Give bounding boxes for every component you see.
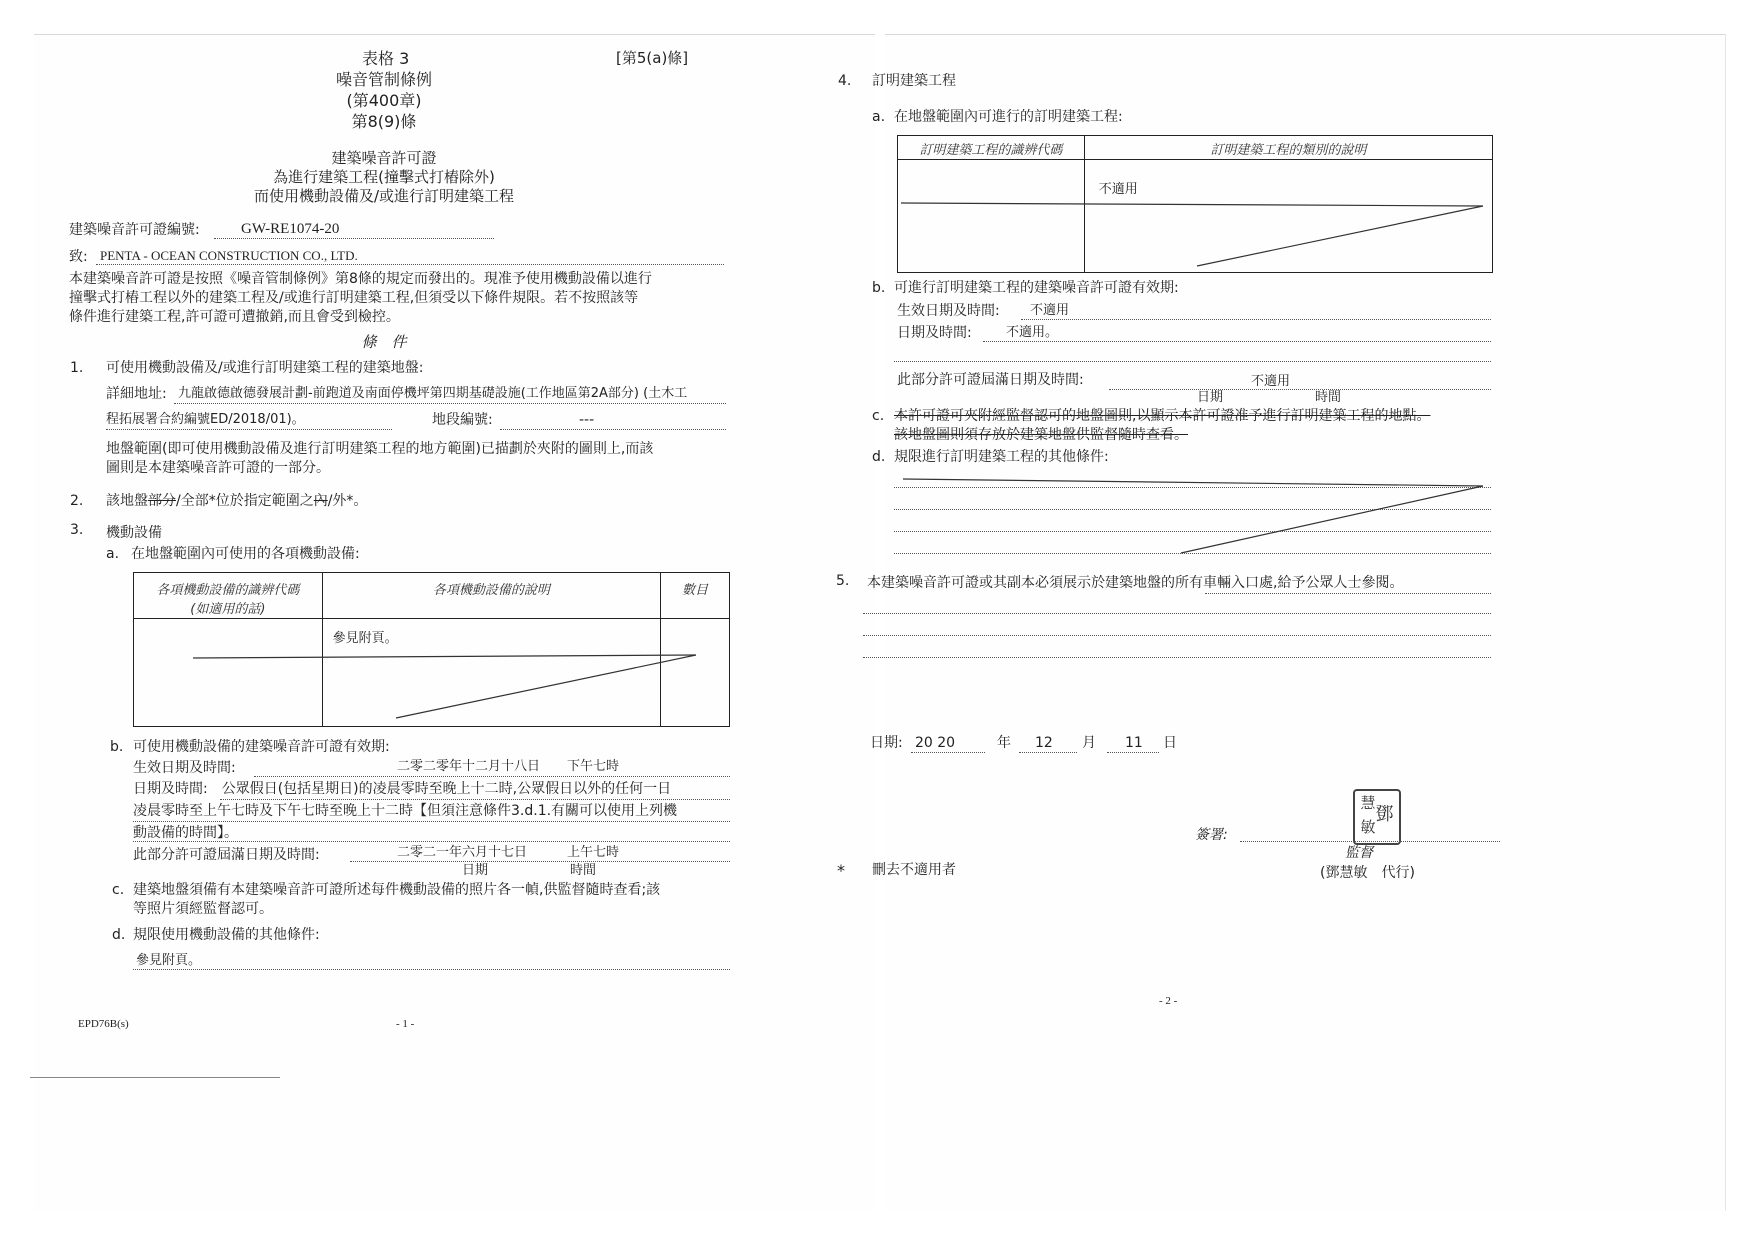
condition-4-text: 訂明建築工程	[872, 73, 956, 89]
condition-4a-label: a.	[872, 109, 886, 125]
permit-title: 建築噪音許可證	[331, 149, 437, 167]
issue-day: 11	[1125, 735, 1143, 751]
works-effective-label: 生效日期及時間:	[897, 303, 1000, 319]
prescribed-works-table	[897, 135, 1493, 273]
condition-3b-text: 可使用機動設備的建築噪音許可證有效期:	[133, 739, 390, 755]
form-number: 表格 3	[362, 49, 410, 68]
expiry-date-label: 此部分許可證屆滿日期及時間:	[133, 847, 320, 863]
note-text: 刪去不適用者	[872, 862, 956, 878]
condition-3d-label: d.	[112, 927, 126, 943]
intro-line-3: 條件進行建築工程,許可證可遭撤銷,而且會受到檢控。	[69, 309, 400, 325]
site-description-2: 圖則是本建築噪音許可證的一部分。	[106, 460, 330, 476]
condition-4b-text: 可進行訂明建築工程的建築噪音許可證有效期:	[894, 280, 1179, 296]
works-expiry-label: 此部分許可證屆滿日期及時間:	[897, 372, 1084, 388]
permit-number: GW-RE1074-20	[241, 221, 340, 237]
condition-3-number: 3.	[70, 522, 84, 538]
works-expiry-value: 不適用	[1251, 374, 1291, 389]
works-date-caption: 日期	[1197, 390, 1224, 405]
works-days-value: 不適用。	[1006, 325, 1059, 340]
condition-4b-label: b.	[872, 280, 886, 296]
equipment-table	[133, 572, 730, 727]
effective-date-label: 生效日期及時間:	[133, 760, 236, 776]
ordinance-title: 噪音管制條例	[335, 70, 432, 89]
year-unit: 年	[997, 735, 1011, 751]
condition-4c-line-1: 本許可證可夾附經監督認可的地盤圖則,以顯示本許可證准予進行訂明建築工程的地點。	[894, 408, 1431, 424]
equipment-table-cell: 參見附頁。	[332, 631, 398, 646]
effective-time: 下午七時	[567, 759, 620, 774]
page-number-2: - 2 -	[1159, 995, 1178, 1007]
effective-date: 二零二零年十二月十八日	[397, 759, 541, 774]
signature-label: 簽署:	[1195, 827, 1228, 843]
expiry-time: 上午七時	[567, 845, 620, 860]
address-line-1: 九龍啟德啟德發展計劃-前跑道及南面停機坪第四期基礎設施(工作地區第2A部分) (土木工	[178, 386, 688, 401]
address-line-2: 程拓展署合約編號ED/2018/01)。	[106, 412, 305, 427]
works-code-header: 訂明建築工程的識辨代碼	[898, 136, 1085, 160]
chapter-number: (第400章)	[346, 91, 422, 110]
condition-3-text: 機動設備	[106, 525, 162, 541]
conditions-heading: 條 件	[361, 333, 407, 351]
condition-3b-label: b.	[110, 739, 124, 755]
condition-4c-label: c.	[872, 408, 885, 424]
note-asterisk: *	[837, 861, 845, 880]
recipient-label: 致:	[69, 249, 88, 265]
equipment-count-header: 數目	[661, 573, 730, 619]
condition-3d-value: 參見附頁。	[136, 953, 202, 968]
page-number-1: - 1 -	[396, 1018, 415, 1030]
expiry-date: 二零二一年六月十七日	[397, 845, 528, 860]
issue-year: 20 20	[915, 735, 956, 751]
page-2	[836, 34, 1726, 1211]
works-effective-value: 不適用	[1030, 303, 1070, 318]
permit-number-label: 建築噪音許可證編號:	[69, 222, 200, 238]
works-days-label: 日期及時間:	[897, 325, 972, 341]
permit-subtitle-2: 而使用機動設備及/或進行訂明建築工程	[253, 187, 515, 205]
time-caption: 時間	[570, 863, 597, 878]
condition-3c-line-1: 建築地盤須備有本建築噪音許可證所述每件機動設備的照片各一幀,供監督隨時查看;該	[133, 882, 661, 898]
condition-4a-text: 在地盤範圍內可進行的訂明建築工程:	[894, 109, 1123, 125]
works-description-header: 訂明建築工程的類別的說明	[1084, 136, 1492, 160]
condition-2-number: 2.	[70, 493, 84, 509]
day-unit: 日	[1163, 735, 1177, 751]
permit-subtitle-1: 為進行建築工程(撞擊式打樁除外)	[273, 168, 495, 186]
official-seal: 鄧 慧 敏	[1353, 789, 1401, 845]
equipment-code-header: 各項機動設備的識辨代碼 (如適用的話)	[134, 573, 323, 619]
condition-3a-text: 在地盤範圍內可使用的各項機動設備:	[131, 546, 360, 562]
condition-4-number: 4.	[838, 73, 852, 89]
lot-number: ---	[579, 412, 595, 428]
condition-5-text: 本建築噪音許可證或其副本必須展示於建築地盤的所有車輛入口處,給予公眾人士參閱。	[867, 575, 1404, 591]
signer-title: 監督	[1345, 845, 1373, 861]
condition-3a-label: a.	[106, 546, 120, 562]
signer-name: (鄧慧敏 代行)	[1320, 865, 1415, 881]
condition-2-text: 該地盤部分/全部*位於指定範圍之內/外*。	[106, 493, 368, 509]
intro-line-2: 撞擊式打樁工程以外的建築工程及/或進行訂明建築工程,但須受以下條件規限。若不按照該等	[69, 290, 639, 306]
page-1	[34, 34, 875, 1211]
condition-3c-line-2: 等照片須經監督認可。	[133, 901, 273, 917]
equipment-description-header: 各項機動設備的說明	[322, 573, 660, 619]
recipient-name: PENTA - OCEAN CONSTRUCTION CO., LTD.	[100, 248, 358, 263]
address-label: 詳細地址:	[106, 386, 167, 402]
issue-month: 12	[1035, 735, 1053, 751]
lot-number-label: 地段編號:	[432, 412, 493, 428]
section-number: 第8(9)條	[351, 112, 417, 131]
section-reference: [第5(a)條]	[616, 49, 689, 67]
works-table-cell: 不適用	[1098, 182, 1138, 197]
days-line-2: 凌晨零時至上午七時及下午七時至晚上十二時【但須注意條件3.d.1.有關可以使用上列機	[133, 803, 678, 819]
condition-3d-text: 規限使用機動設備的其他條件:	[133, 927, 320, 943]
form-code: EPD76B(s)	[78, 1018, 129, 1030]
month-unit: 月	[1082, 735, 1096, 751]
works-time-caption: 時間	[1315, 390, 1342, 405]
intro-line-1: 本建築噪音許可證是按照《噪音管制條例》第8條的規定而發出的。現准予使用機動設備以進行	[69, 271, 652, 287]
condition-4c-line-2: 該地盤圖則須存放於建築地盤供監督隨時查看。	[894, 427, 1188, 443]
condition-5-number: 5.	[836, 573, 850, 589]
date-caption: 日期	[462, 863, 489, 878]
condition-4d-label: d.	[872, 449, 886, 465]
site-description-1: 地盤範圍(即可使用機動設備及進行訂明建築工程的地方範圍)已描劃於夾附的圖則上,而該	[106, 441, 654, 457]
condition-3c-label: c.	[112, 882, 125, 898]
condition-1-text: 可使用機動設備及/或進行訂明建築工程的建築地盤:	[106, 360, 424, 376]
days-line-1: 日期及時間: 公眾假日(包括星期日)的凌晨零時至晚上十二時,公眾假日以外的任何一日	[133, 781, 672, 797]
issue-date-label: 日期:	[870, 735, 903, 751]
condition-1-number: 1.	[70, 360, 84, 376]
condition-4d-text: 規限進行訂明建築工程的其他條件:	[894, 449, 1109, 465]
days-line-3: 動設備的時間】。	[133, 825, 238, 841]
